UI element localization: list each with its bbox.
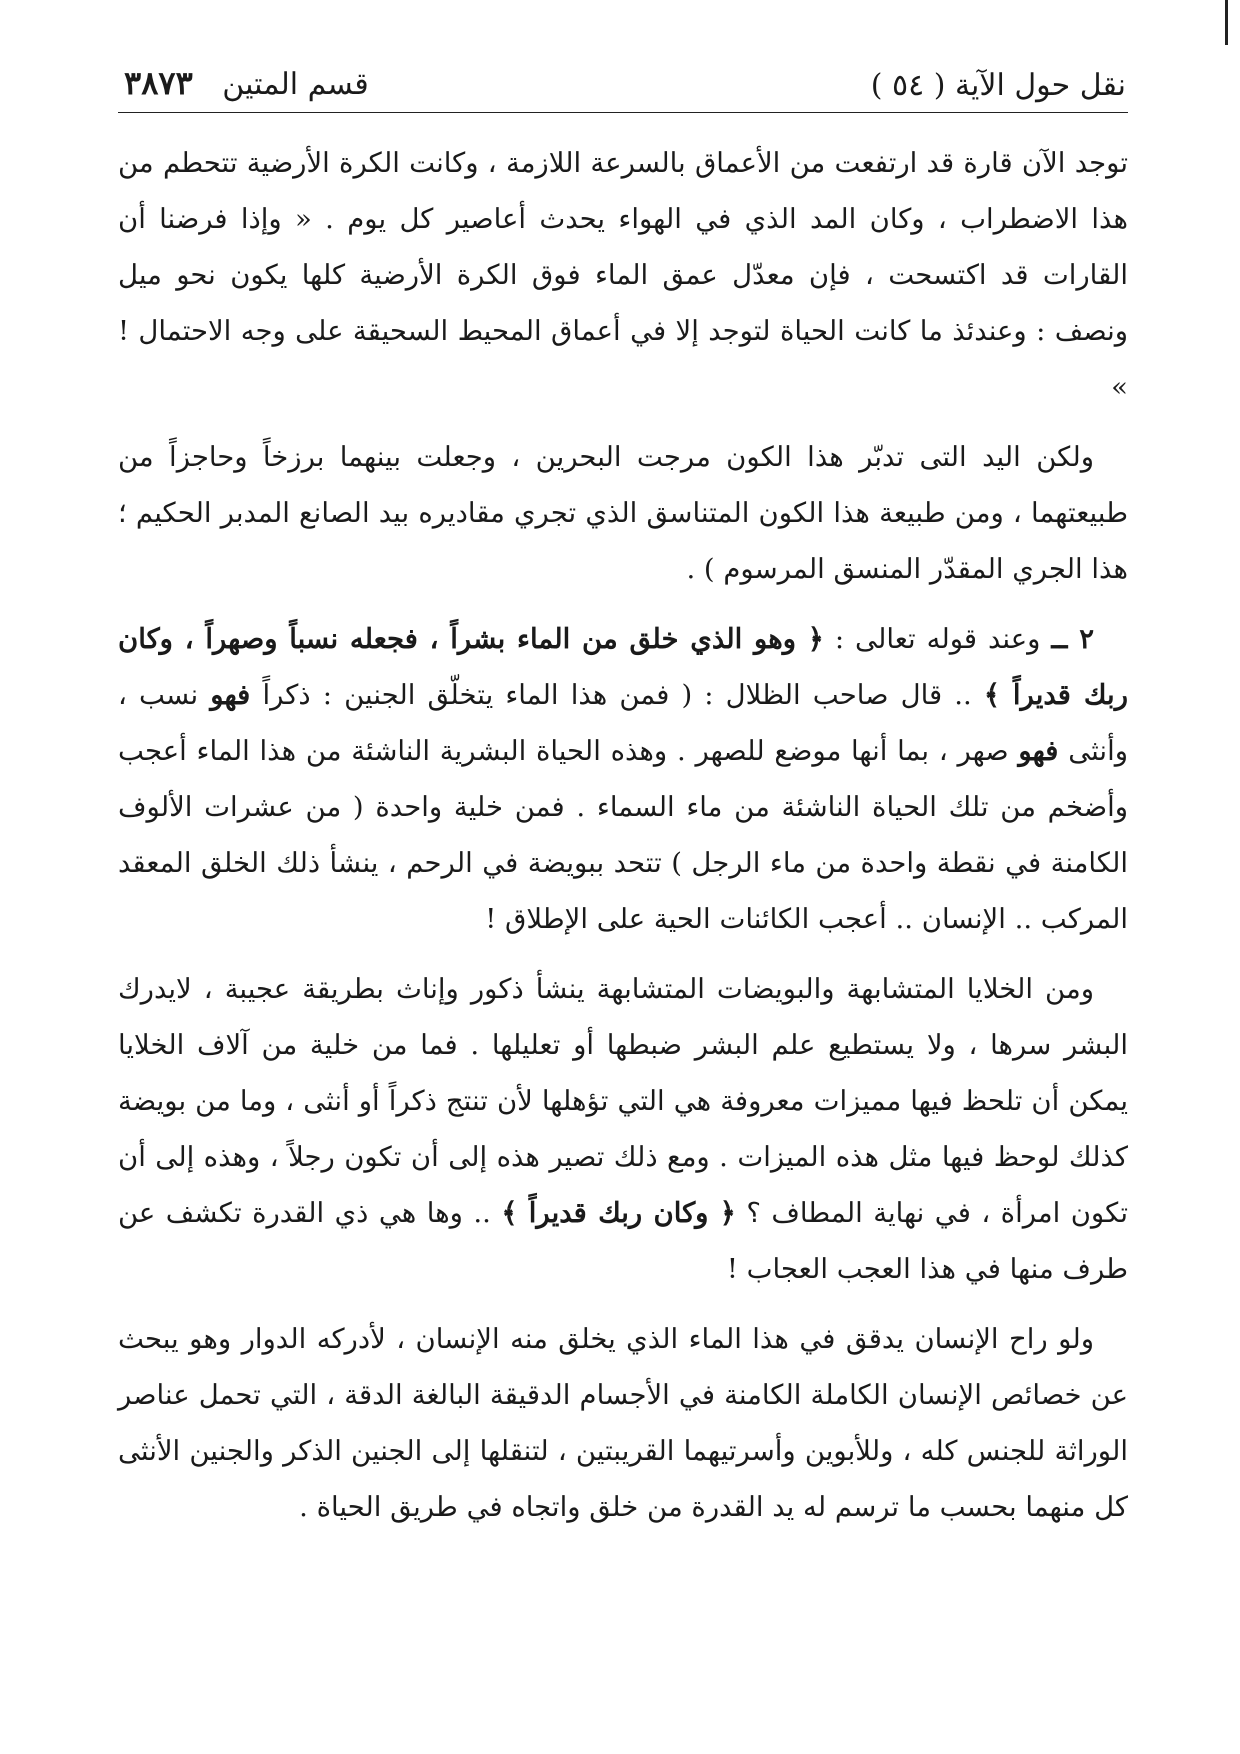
page-body bbox=[118, 135, 1128, 1535]
quran-verse: ﴿ وهو الذي خلق من الماء بشراً ، فجعله نسباً وصهراً ، وكان ربك قديراً ﴾ bbox=[118, 623, 1128, 711]
paragraph-3-intro: وعند قوله تعالى : bbox=[823, 623, 1052, 655]
paragraph-3-text: .. قال صاحب الظلال : ( فمن هذا الماء يتخلّق الجنين : ذكراً bbox=[250, 679, 984, 711]
paragraph-3-text: نسب ، وأنثى bbox=[118, 679, 1128, 767]
bold-word: فهو bbox=[210, 679, 251, 711]
quran-verse: ﴿ وكان ربك قديراً ﴾ bbox=[501, 1197, 736, 1229]
paragraph-2: ولكن اليد التى تدبّر هذا الكون مرجت البحرين ، وجعلت بينهما برزخاً وحاجزاً من طبيعتهما ، ومن طبيعة هذا الكون المتناسق الذي تجري مقاديره بيد الصانع المدبر الحكيم ؛ هذا الجري المقدّر المنسق المرسوم ) . bbox=[118, 441, 1128, 585]
page-edge-line bbox=[1225, 0, 1228, 45]
running-title: نقل حول الآية ( ٥٤ ) bbox=[870, 68, 1126, 103]
page-header bbox=[118, 60, 1128, 113]
header-meta bbox=[124, 64, 369, 102]
paragraph-1: توجد الآن قارة قد ارتفعت من الأعماق بالسرعة اللازمة ، وكانت الكرة الأرضية تتحطم من هذا الاضطراب ، وكان المد الذي في الهواء يحدث أعاصير كل يوم . « وإذا فرضنا أن القارات قد اكتسحت ، فإن معدّل عمق الماء فوق الكرة الأرضية كلها يكون نحو ميل ونصف : وعندئذ ما كانت الحياة لتوجد إلا في أعماق المحيط السحيقة على وجه الاحتمال ! » bbox=[118, 147, 1128, 403]
bold-word: فهو bbox=[1018, 735, 1059, 767]
paragraph-5: ولو راح الإنسان يدقق في هذا الماء الذي يخلق منه الإنسان ، لأدركه الدوار وهو يبحث عن خصائص الإنسان الكاملة الكامنة في الأجسام الدقيقة البالغة الدقة ، التي تحمل عناصر الوراثة للجنس كله ، وللأبوين وأسرتيهما القريبتين ، لتنقلها إلى الجنين الذكر والجنين الأنثى كل منهما بحسب ما ترسم له يد القدرة من خلق واتجاه في طريق الحياة . bbox=[118, 1323, 1128, 1523]
paragraph-3-text: صهر ، بما أنها موضع للصهر . وهذه الحياة البشرية الناشئة من هذا الماء أعجب وأضخم من تلك الحياة الناشئة من ماء السماء . فمن خلية واحدة ( من عشرات الألوف الكامنة في نقطة واحدة من ماء الرجل ) تتحد ببويضة في الرحم ، ينشأ ذلك الخلق المعقد المركب .. الإنسان .. أعجب الكائنات الحية على الإطلاق ! bbox=[118, 735, 1128, 935]
section-name: قسم المتين bbox=[222, 67, 369, 102]
paragraph-4-text: ومن الخلايا المتشابهة والبويضات المتشابهة ينشأ ذكور وإناث بطريقة عجيبة ، لايدرك البشر سرها ، ولا يستطيع علم البشر ضبطها أو تعليلها . فما من خلية من آلاف الخلايا يمكن أن تلحظ فيها مميزات معروفة هي التي تؤهلها لأن تنتج ذكراً أو أنثى ، وما من بويضة كذلك لوحظ فيها مثل هذه الميزات . ومع ذلك تصير هذه إلى أن تكون رجلاً ، وهذه إلى أن تكون امرأة ، في نهاية المطاف ؟ bbox=[118, 973, 1128, 1229]
page-number: ٣٨٧٣ bbox=[124, 64, 193, 102]
book-page bbox=[118, 60, 1128, 1549]
paragraph-4-end: .. وها هي ذي القدرة تكشف عن طرف منها في هذا العجب العجاب ! bbox=[118, 1197, 1128, 1285]
paragraph-3 bbox=[118, 611, 1128, 947]
paragraph-4 bbox=[118, 961, 1128, 1297]
item-number: ٢ ــ bbox=[1051, 623, 1095, 655]
